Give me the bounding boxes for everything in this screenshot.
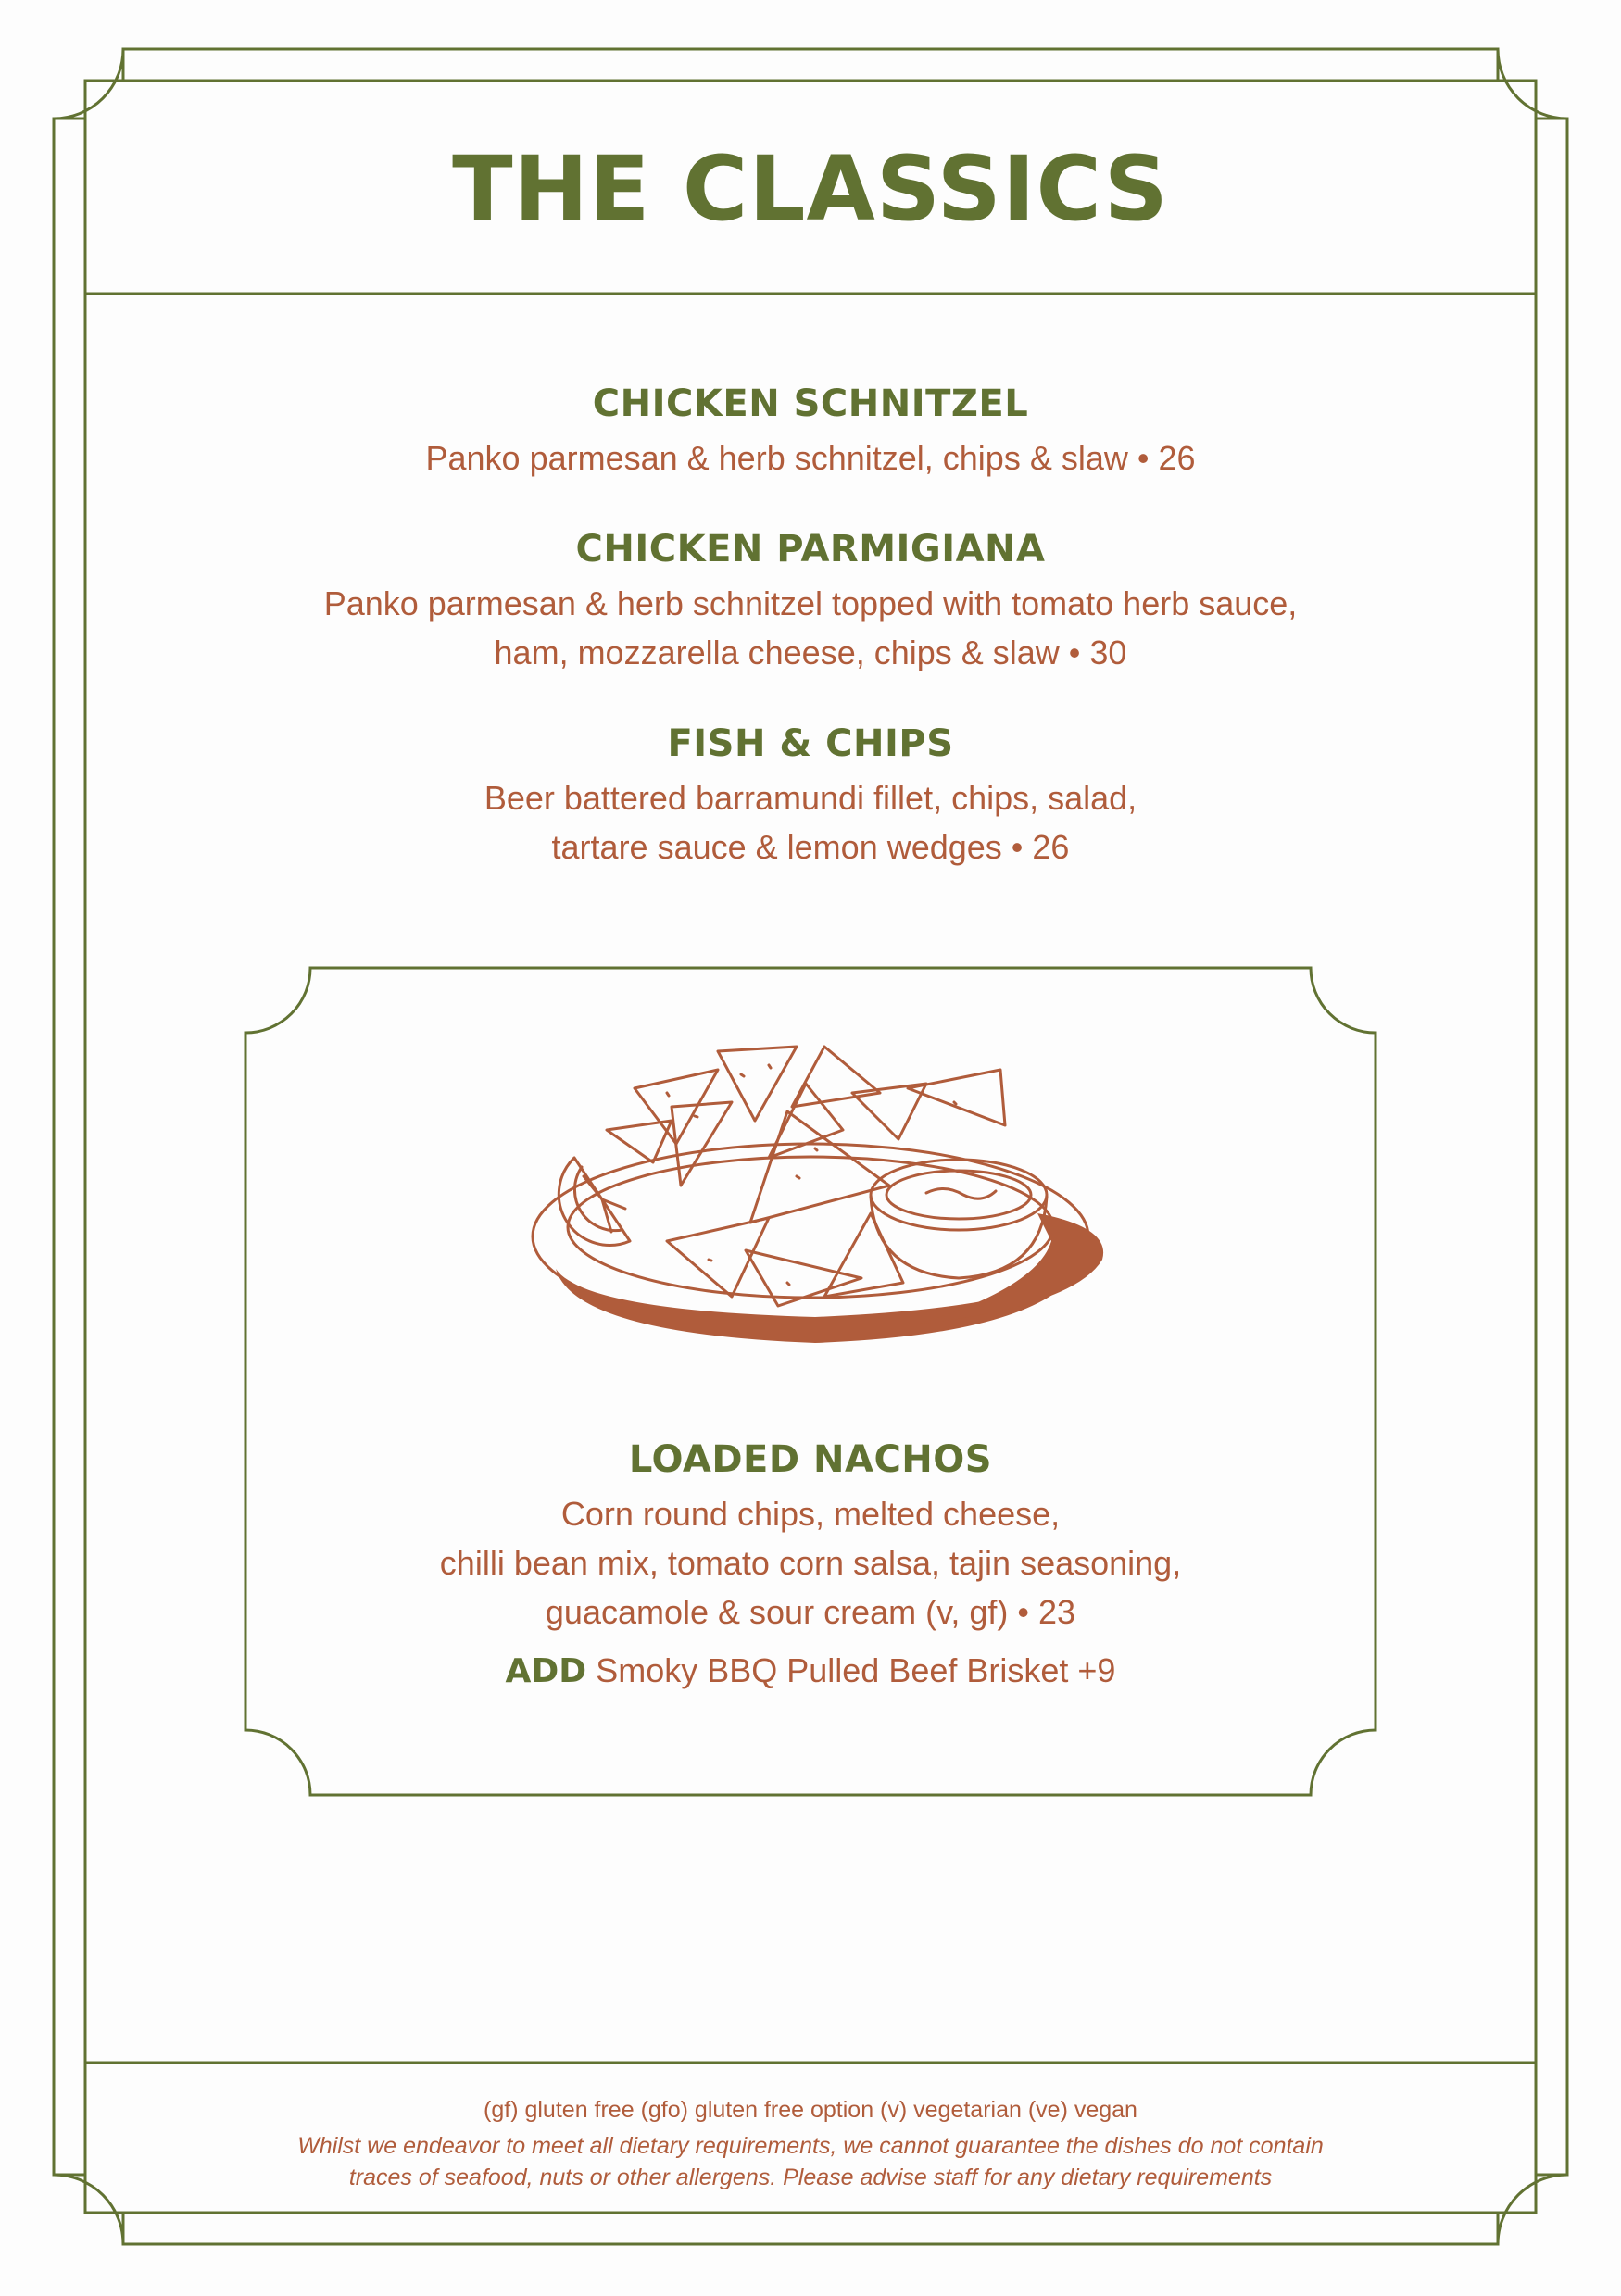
dish-name: CHICKEN PARMIGIANA <box>575 528 1046 571</box>
dish-description-line: chilli bean mix, tomato corn salsa, tajin seasoning, <box>439 1544 1182 1582</box>
dish-description <box>0 433 1621 483</box>
menu-item-chicken-parmigiana <box>0 525 1621 677</box>
addon-text: Smoky BBQ Pulled Beef Brisket +9 <box>596 1651 1116 1689</box>
dietary-legend: (gf) gluten free (gfo) gluten free option (v) vegetarian (ve) vegan <box>484 2097 1137 2123</box>
dish-description-line: tartare sauce & lemon wedges • 26 <box>551 828 1070 866</box>
dish-description-line: Corn round chips, melted cheese, <box>560 1495 1061 1533</box>
dish-description <box>0 1489 1621 1637</box>
dish-name: LOADED NACHOS <box>628 1438 993 1481</box>
dish-description-line: guacamole & sour cream (v, gf) • 23 <box>545 1593 1076 1631</box>
addon-keyword: ADD <box>505 1652 587 1690</box>
allergen-disclaimer <box>0 2130 1621 2193</box>
dish-name: FISH & CHIPS <box>667 722 954 765</box>
dish-description-line: Beer battered barramundi fillet, chips, salad, <box>484 779 1137 817</box>
disclaimer-line: traces of seafood, nuts or other allergens. Please advise staff for any dietary requirements <box>348 2164 1273 2190</box>
nachos-plate-illustration <box>519 1028 1112 1380</box>
dish-name: CHICKEN SCHNITZEL <box>592 383 1029 425</box>
dish-description <box>0 773 1621 872</box>
dish-description-line: Panko parmesan & herb schnitzel topped with tomato herb sauce, <box>323 584 1298 622</box>
menu-item-fish-and-chips <box>0 720 1621 872</box>
dish-description <box>0 579 1621 677</box>
page-title: THE CLASSICS <box>452 137 1169 241</box>
menu-item-chicken-schnitzel <box>0 380 1621 483</box>
disclaimer-line: Whilst we endeavor to meet all dietary requirements, we cannot guarantee the dishes do not contain <box>297 2133 1324 2159</box>
dish-description-line: ham, mozzarella cheese, chips & slaw • 30 <box>494 634 1127 671</box>
addon-option <box>0 1648 1621 1695</box>
dish-description-line: Panko parmesan & herb schnitzel, chips & slaw • 26 <box>425 439 1196 477</box>
menu-item-loaded-nachos <box>0 1436 1621 1695</box>
